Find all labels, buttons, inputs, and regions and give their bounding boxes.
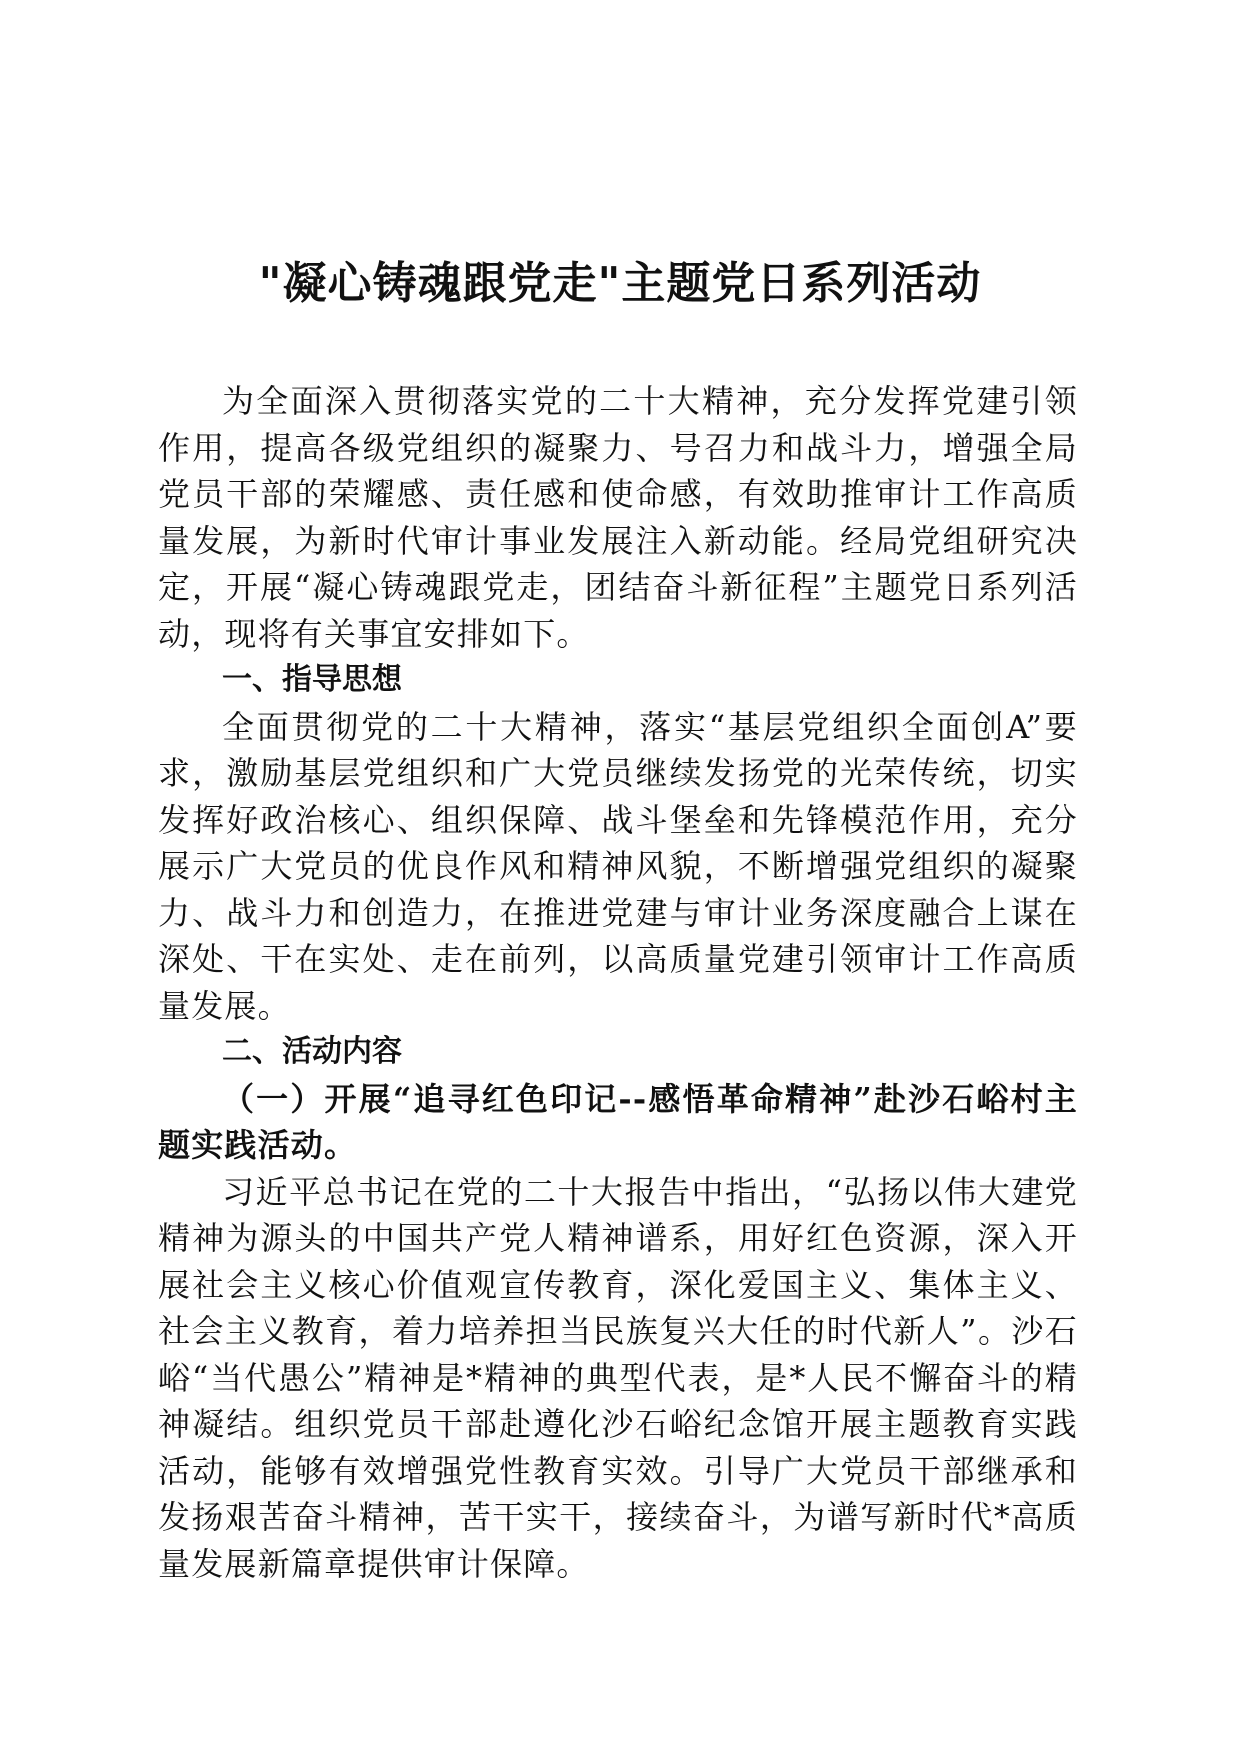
- subsection-1-paragraph: 习近平总书记在党的二十大报告中指出，“弘扬以伟大建党精神为源头的中国共产党人精神谱系，用好红色资源，深入开展社会主义核心价值观宣传教育，深化爱国主义、集体主义、社会主义教育，着力培养担当民族复兴大任的时代新人”。沙石峪“当代愚公”精神是*精神的典型代表，是*人民不懈奋斗的精神凝结。组织党员干部赴遵化沙石峪纪念馆开展主题教育实践活动，能够有效增强党性教育实效。引导广大党员干部继承和发扬艰苦奋斗精神，苦干实干，接续奋斗，为谱写新时代*高质量发展新篇章提供审计保障。: [158, 1172, 1078, 1583]
- section-1-paragraph: 全面贯彻党的二十大精神，落实“基层党组织全面创A”要求，激励基层党组织和广大党员继续发扬党的光荣传统，切实发挥好政治核心、组织保障、战斗堡垒和先锋模范作用，充分展示广大党员的优良作风和精神风貌，不断增强党组织的凝聚力、战斗力和创造力，在推进党建与审计业务深度融合上谋在深处、干在实处、走在前列，以高质量党建引领审计工作高质量发展。: [158, 707, 1078, 1025]
- document-body: [158, 378, 1078, 1587]
- section-1-heading: 一、指导思想: [222, 662, 402, 697]
- intro-paragraph: 为全面深入贯彻落实党的二十大精神，充分发挥党建引领作用，提高各级党组织的凝聚力、号召力和战斗力，增强全局党员干部的荣耀感、责任感和使命感，有效助推审计工作高质量发展，为新时代审计事业发展注入新动能。经局党组研究决定，开展“凝心铸魂跟党走，团结奋斗新征程”主题党日系列活动，现将有关事宜安排如下。: [158, 382, 1078, 653]
- subsection-1-heading: （一）开展“追寻红色印记--感悟革命精神”赴沙石峪村主题实践活动。: [158, 1079, 1078, 1164]
- document-title: "凝心铸魂跟党走"主题党日系列活动: [258, 258, 982, 309]
- section-2-heading: 二、活动内容: [222, 1034, 402, 1069]
